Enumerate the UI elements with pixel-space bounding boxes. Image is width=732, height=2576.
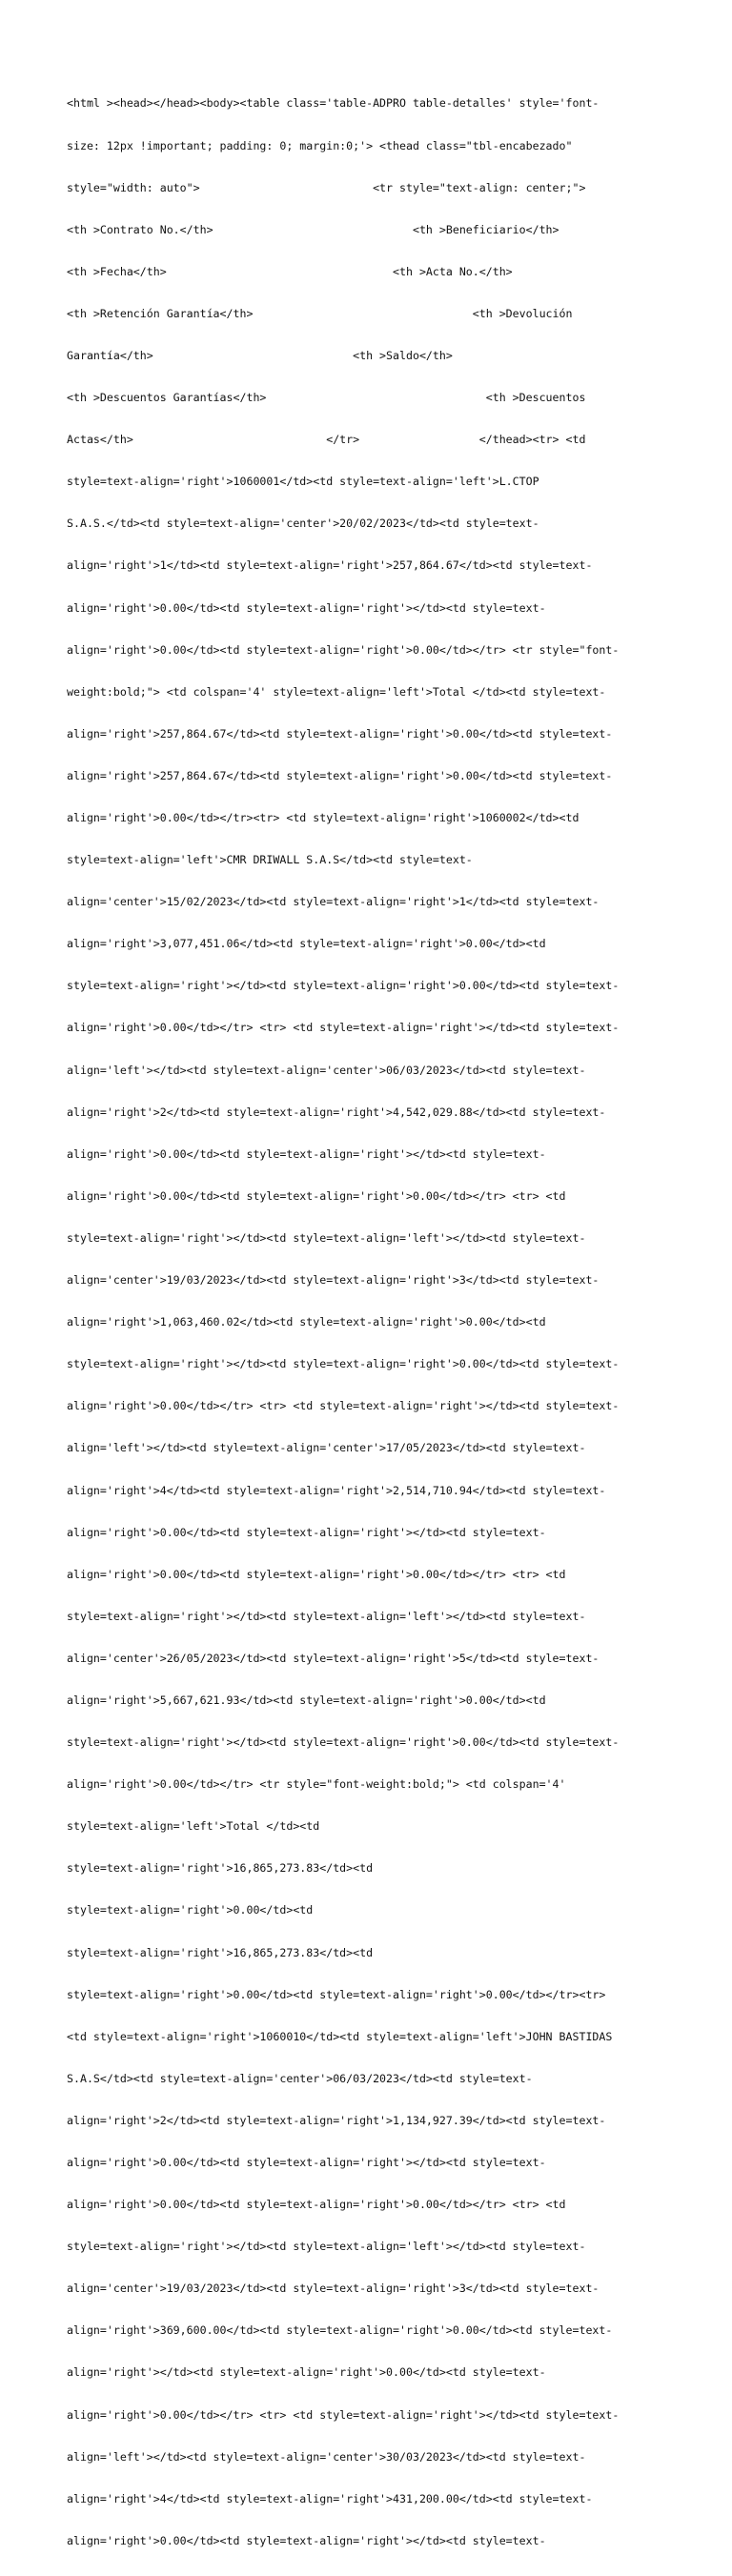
source-line: align='right'>257,864.67</td><td style=text-align='right'>0.00</td><td style=text-: [67, 768, 613, 782]
source-line: style=text-align='right'></td><td style=text-align='left'></td><td style=text-: [67, 2240, 586, 2254]
source-line: align='right'></td><td style=text-align='right'>0.00</td><td style=text-: [67, 2365, 546, 2380]
source-line: align='right'>257,864.67</td><td style=text-align='right'>0.00</td><td style=text-: [67, 726, 613, 740]
source-line: align='right'>1</td><td style=text-align='right'>257,864.67</td><td style=text-: [67, 558, 593, 573]
source-line: align='right'>0.00</td><td style=text-align='right'></td><td style=text-: [67, 600, 546, 615]
source-line: style=text-align='right'>16,865,273.83</td><td: [67, 1945, 374, 1959]
source-line: align='left'></td><td style=text-align='center'>17/05/2023</td><td style=text-: [67, 1441, 586, 1455]
source-line: align='right'>0.00</td><td style=text-align='right'></td><td style=text-: [67, 1146, 546, 1161]
source-line: Actas</th> </tr> </thead><tr> <td: [67, 433, 586, 447]
source-line: S.A.S.</td><td style=text-align='center'>20/02/2023</td><td style=text-: [67, 517, 539, 531]
source-line: align='center'>19/03/2023</td><td style=text-align='right'>3</td><td style=text-: [67, 2282, 600, 2296]
source-line: align='right'>1,063,460.02</td><td style=text-align='right'>0.00</td><td: [67, 1315, 546, 1329]
source-line: style=text-align='right'></td><td style=text-align='right'>0.00</td><td style=text-: [67, 1357, 620, 1371]
source-line: align='right'>4</td><td style=text-align='right'>2,514,710.94</td><td style=text-: [67, 1483, 606, 1497]
source-line: align='left'></td><td style=text-align='center'>06/03/2023</td><td style=text-: [67, 1063, 586, 1077]
source-line: style=text-align='left'>CMR DRIWALL S.A.S</td><td style=text-: [67, 853, 473, 867]
source-line: S.A.S</td><td style=text-align='center'>06/03/2023</td><td style=text-: [67, 2071, 533, 2085]
source-line: style=text-align='right'>16,865,273.83</td><td: [67, 1861, 374, 1876]
source-line: align='right'>0.00</td><td style=text-align='right'></td><td style=text-: [67, 2533, 546, 2547]
source-line: style=text-align='right'></td><td style=text-align='right'>0.00</td><td style=text-: [67, 979, 620, 993]
source-line: style=text-align='left'>Total </td><td: [67, 1819, 320, 1834]
source-line: align='right'>0.00</td></tr> <tr> <td style=text-align='right'></td><td style=text-: [67, 1021, 620, 1035]
source-line: align='right'>0.00</td><td style=text-align='right'>0.00</td></tr> <tr> <td: [67, 1567, 566, 1581]
source-line: size: 12px !important; padding: 0; margin:0;'> <thead class="tbl-encabezado": [67, 138, 573, 152]
source-line: <html ><head></head><body><table class='table-ADPRO table-detalles' style='font-: [67, 96, 600, 111]
source-line: <th >Retención Garantía</th> <th >Devolución: [67, 306, 573, 320]
source-line: align='center'>26/05/2023</td><td style=text-align='right'>5</td><td style=text-: [67, 1651, 600, 1665]
source-line: align='right'>0.00</td></tr><tr> <td style=text-align='right'>1060002</td><td: [67, 811, 580, 824]
source-line: <th >Fecha</th> <th >Acta No.</th>: [67, 264, 513, 278]
html-source-text: [67, 69, 667, 2576]
source-line: align='right'>0.00</td><td style=text-align='right'>0.00</td></tr> <tr> <td: [67, 2198, 566, 2212]
source-line: align='right'>0.00</td></tr> <tr> <td style=text-align='right'></td><td style=text-: [67, 1399, 620, 1413]
source-line: style=text-align='right'>0.00</td><td style=text-align='right'>0.00</td></tr><tr>: [67, 1987, 606, 2001]
source-line: style=text-align='right'>0.00</td><td: [67, 1903, 314, 1917]
source-line: align='right'>2</td><td style=text-align='right'>4,542,029.88</td><td style=text-: [67, 1105, 606, 1119]
source-line: <th >Descuentos Garantías</th> <th >Descuentos: [67, 391, 586, 405]
source-line: style=text-align='right'>1060001</td><td style=text-align='left'>L.CTOP: [67, 475, 539, 489]
source-line: style=text-align='right'></td><td style=text-align='left'></td><td style=text-: [67, 1230, 586, 1245]
source-line: align='right'>0.00</td><td style=text-align='right'></td><td style=text-: [67, 1525, 546, 1539]
source-line: align='right'>5,667,621.93</td><td style=text-align='right'>0.00</td><td: [67, 1693, 546, 1707]
source-line: align='right'>3,077,451.06</td><td style=text-align='right'>0.00</td><td: [67, 937, 546, 951]
source-line: align='right'>2</td><td style=text-align='right'>1,134,927.39</td><td style=text-: [67, 2113, 606, 2127]
source-line: align='right'>0.00</td><td style=text-align='right'></td><td style=text-: [67, 2156, 546, 2169]
source-line: align='right'>0.00</td><td style=text-align='right'>0.00</td></tr> <tr> <td: [67, 1188, 566, 1203]
source-line: align='right'>0.00</td></tr> <tr> <td style=text-align='right'></td><td style=text-: [67, 2407, 620, 2422]
source-line: style="width: auto"> <tr style="text-align: center;">: [67, 180, 586, 194]
source-line: Garantía</th> <th >Saldo</th>: [67, 348, 453, 362]
source-line: align='left'></td><td style=text-align='center'>30/03/2023</td><td style=text-: [67, 2449, 586, 2464]
source-line: weight:bold;"> <td colspan='4' style=text-align='left'>Total </td><td style=text-: [67, 684, 606, 699]
source-line: align='center'>15/02/2023</td><td style=text-align='right'>1</td><td style=text-: [67, 895, 600, 909]
source-line: align='center'>19/03/2023</td><td style=text-align='right'>3</td><td style=text-: [67, 1273, 600, 1288]
source-line: align='right'>369,600.00</td><td style=text-align='right'>0.00</td><td style=text-: [67, 2323, 613, 2338]
source-line: <th >Contrato No.</th> <th >Beneficiario</th>: [67, 222, 559, 236]
source-line: style=text-align='right'></td><td style=text-align='right'>0.00</td><td style=text-: [67, 1735, 620, 1750]
source-line: align='right'>0.00</td><td style=text-align='right'>0.00</td></tr> <tr style="font-: [67, 642, 620, 657]
source-line: align='right'>0.00</td></tr> <tr style="font-weight:bold;"> <td colspan='4': [67, 1777, 566, 1792]
source-line: align='right'>4</td><td style=text-align='right'>431,200.00</td><td style=text-: [67, 2491, 593, 2505]
source-line: style=text-align='right'></td><td style=text-align='left'></td><td style=text-: [67, 1609, 586, 1623]
source-line: <td style=text-align='right'>1060010</td><td style=text-align='left'>JOHN BASTIDAS: [67, 2029, 613, 2043]
